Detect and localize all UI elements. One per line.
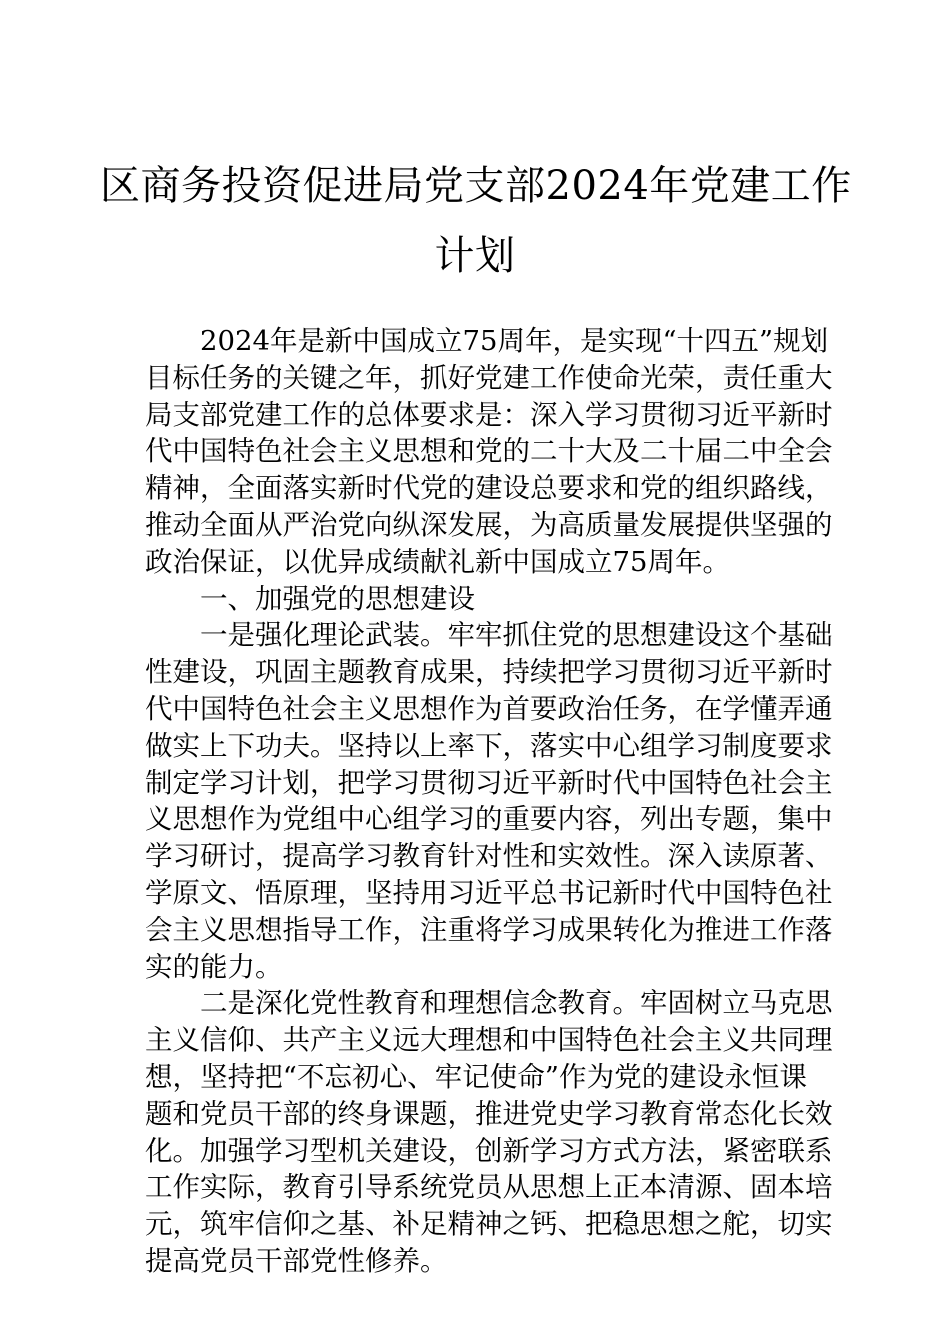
body-line: 想，坚持把“不忘初心、牢记使命”作为党的建设永恒课 <box>145 1060 807 1093</box>
body-line: 代中国特色社会主义思想作为首要政治任务，在学懂弄通 <box>145 692 833 725</box>
body-line: 精神，全面落实新时代党的建设总要求和党的组织路线， <box>145 472 833 505</box>
body-line: 学原文、悟原理，坚持用习近平总书记新时代中国特色社 <box>145 876 833 909</box>
document-title-line-2: 计划 <box>434 233 516 279</box>
body-line: 局支部党建工作的总体要求是：深入学习贯彻习近平新时 <box>145 398 833 431</box>
body-line: 主义信仰、共产主义远大理想和中国特色社会主义共同理 <box>145 1024 833 1057</box>
body-line: 2024年是新中国成立75周年，是实现“十四五”规划 <box>145 325 829 357</box>
body-line: 元，筑牢信仰之基、补足精神之钙、把稳思想之舵，切实 <box>145 1208 833 1241</box>
body-line: 化。加强学习型机关建设，创新学习方式方法，紧密联系 <box>145 1134 833 1167</box>
document-body <box>145 323 833 1280</box>
body-line: 二是深化党性教育和理想信念教育。牢固树立马克思 <box>145 987 833 1020</box>
section-heading: 一、加强党的思想建设 <box>145 582 475 615</box>
body-line: 代中国特色社会主义思想和党的二十大及二十届二中全会 <box>145 435 833 468</box>
body-line: 会主义思想指导工作，注重将学习成果转化为推进工作落 <box>145 913 833 946</box>
body-line: 学习研讨，提高学习教育针对性和实效性。深入读原著、 <box>145 840 833 873</box>
body-line: 一是强化理论武装。牢牢抓住党的思想建设这个基础 <box>145 619 833 652</box>
body-line: 推动全面从严治党向纵深发展，为高质量发展提供坚强的 <box>145 508 833 541</box>
body-line: 性建设，巩固主题教育成果，持续把学习贯彻习近平新时 <box>145 656 833 689</box>
body-line: 提高党员干部党性修养。 <box>145 1244 448 1277</box>
document-title-line-1: 区商务投资促进局党支部2024年党建工作 <box>100 163 852 209</box>
body-line: 工作实际，教育引导系统党员从思想上正本清源、固本培 <box>145 1171 833 1204</box>
body-line: 政治保证，以优异成绩献礼新中国成立75周年。 <box>145 545 730 578</box>
body-line: 题和党员干部的终身课题，推进党史学习教育常态化长效 <box>145 1097 833 1130</box>
body-line: 制定学习计划，把学习贯彻习近平新时代中国特色社会主 <box>145 766 833 799</box>
body-line: 目标任务的关键之年，抓好党建工作使命光荣，责任重大 <box>145 361 833 394</box>
body-line: 做实上下功夫。坚持以上率下，落实中心组学习制度要求 <box>145 729 833 762</box>
body-line: 义思想作为党组中心组学习的重要内容，列出专题，集中 <box>145 803 833 836</box>
body-line: 实的能力。 <box>145 950 283 983</box>
